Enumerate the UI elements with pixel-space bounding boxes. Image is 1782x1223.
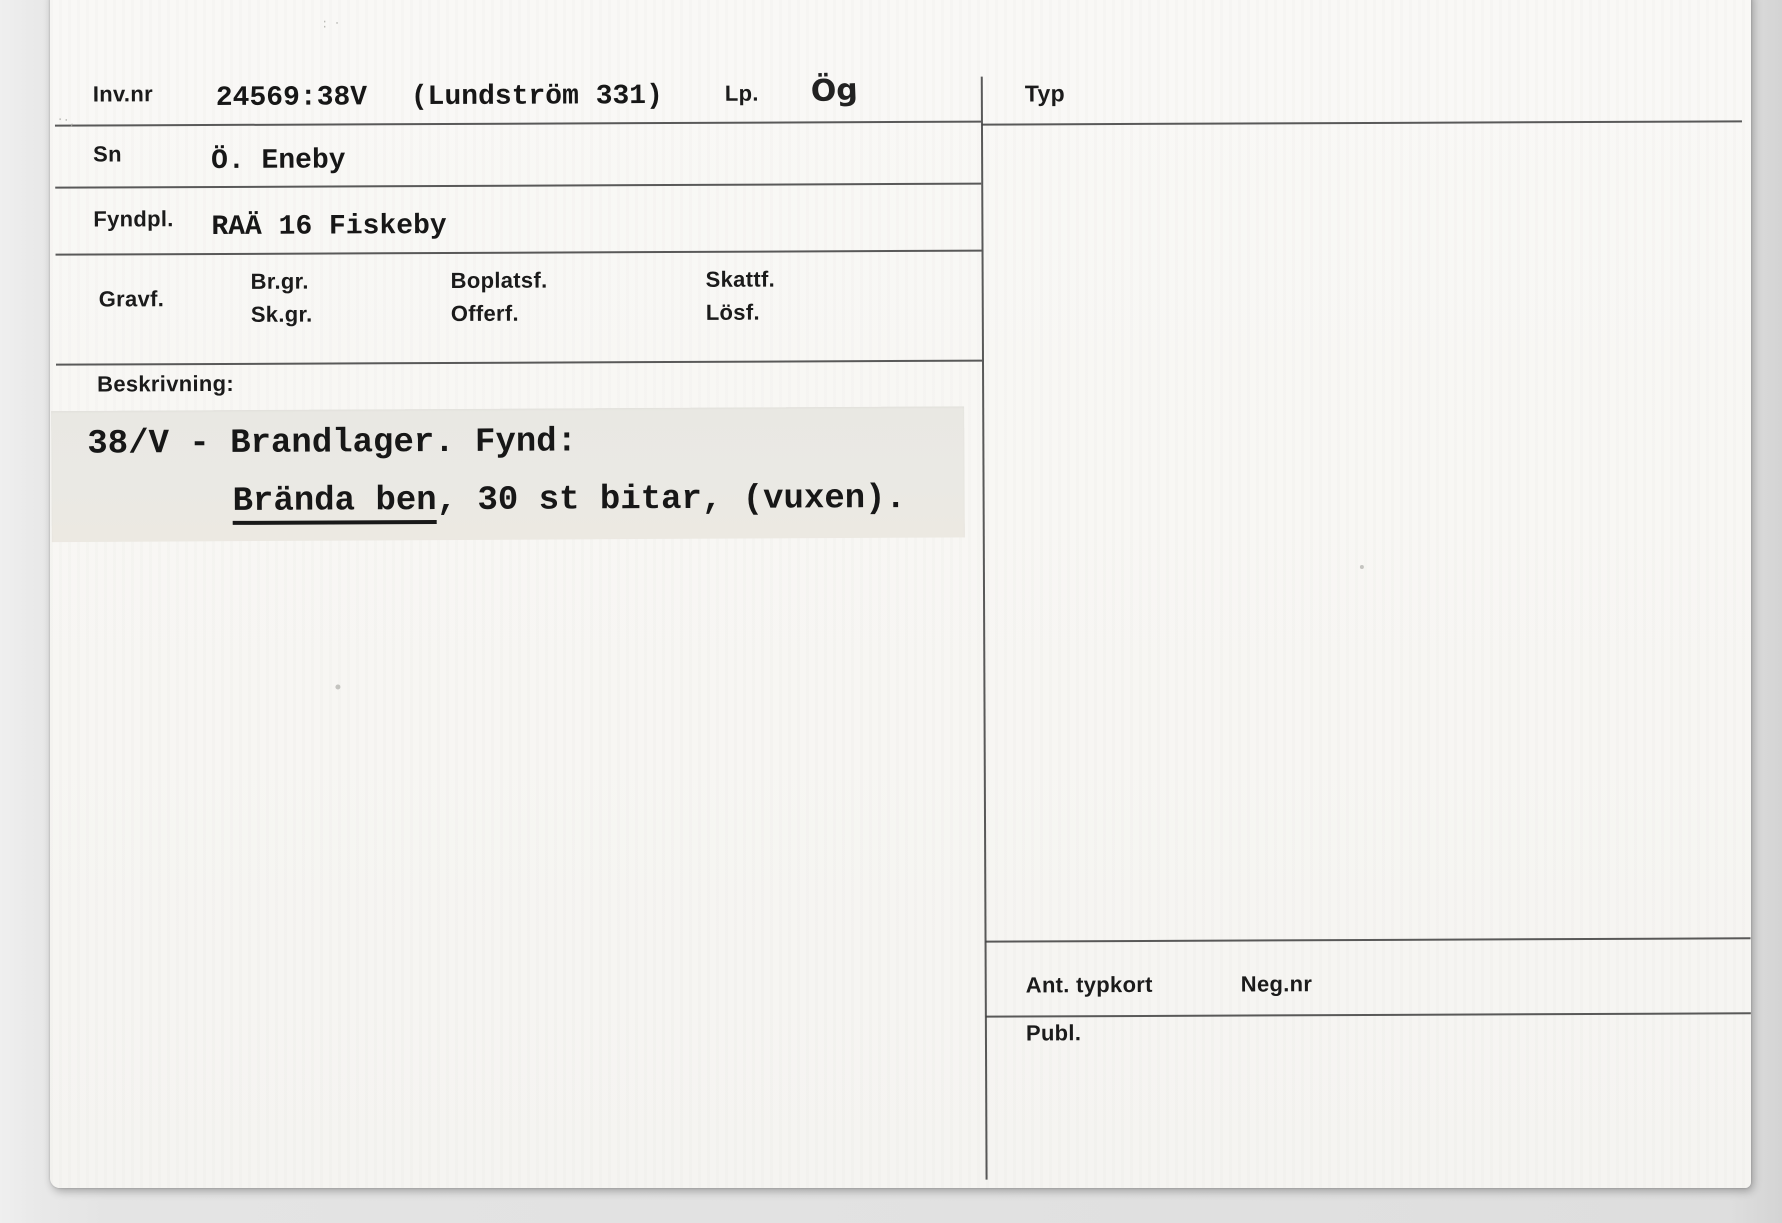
paper-speck <box>1360 565 1364 569</box>
lp-value-handwritten: Ög <box>810 72 859 110</box>
gravf-option-skattf: Skattf. <box>705 266 776 292</box>
description-line2-rest: , 30 st bitar, (vuxen). <box>436 479 907 521</box>
rule-under-invnr <box>55 121 981 127</box>
index-card <box>50 0 1751 1188</box>
gravf-option-brgr: Br.gr. <box>250 268 309 294</box>
rule-under-fyndpl <box>56 250 982 256</box>
column-divider <box>981 77 988 1180</box>
sn-value: Ö. Eneby <box>211 145 346 178</box>
card-content <box>47 0 1753 1192</box>
gravf-label: Gravf. <box>98 286 165 312</box>
description-line1: 38/V - Brandlager. Fynd: <box>87 423 578 464</box>
rule-under-ant-typkort <box>986 1012 1751 1017</box>
typ-label: Typ <box>1024 80 1065 107</box>
description-line2 <box>232 479 907 521</box>
invnr-value: 24569:38V <box>215 82 368 114</box>
neg-nr-label: Neg.nr <box>1240 971 1313 997</box>
fyndpl-label: Fyndpl. <box>93 206 174 232</box>
gravf-option-boplatsf: Boplatsf. <box>450 267 548 293</box>
rule-under-sn <box>55 183 981 189</box>
scan-smudge: ··, <box>57 112 78 130</box>
rule-under-gravf <box>56 360 982 366</box>
publ-label: Publ. <box>1025 1020 1082 1046</box>
scan-smudge: : · <box>322 16 342 32</box>
gravf-option-skgr: Sk.gr. <box>250 301 313 327</box>
description-underlined-find: Brända ben <box>233 482 437 525</box>
gravf-option-offerf: Offerf. <box>450 300 519 326</box>
sn-label: Sn <box>93 141 122 167</box>
lp-label: Lp. <box>724 80 759 106</box>
rule-above-ant-typkort <box>986 937 1751 942</box>
invnr-note: (Lundström 331) <box>410 81 663 114</box>
paper-speck <box>335 684 340 689</box>
gravf-option-losf: Lösf. <box>705 299 760 325</box>
rule-under-typ <box>982 120 1742 125</box>
ant-typkort-label: Ant. typkort <box>1025 971 1153 998</box>
fyndpl-value: RAÄ 16 Fiskeby <box>211 210 447 244</box>
invnr-label: Inv.nr <box>92 81 153 107</box>
beskrivning-label: Beskrivning: <box>97 370 235 397</box>
